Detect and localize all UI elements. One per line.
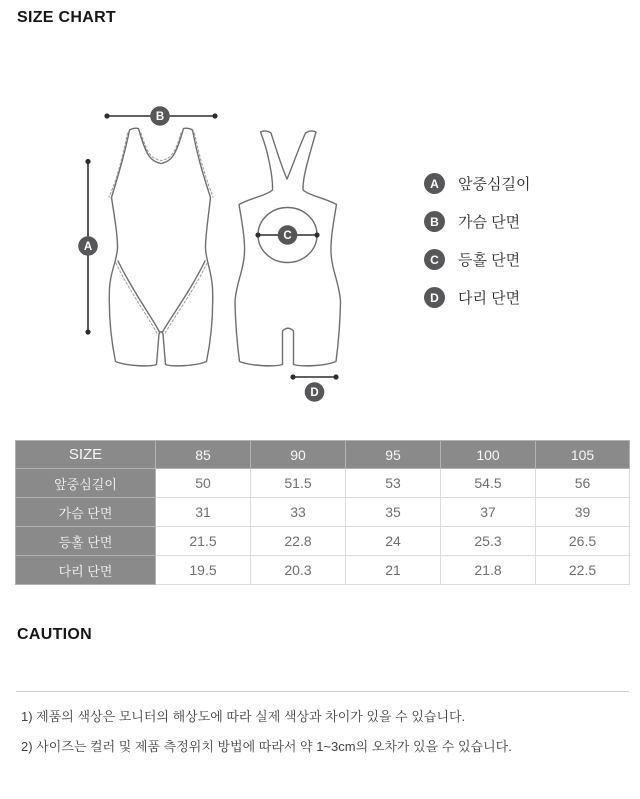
measure-b-letter: B	[155, 111, 165, 124]
table-row	[16, 556, 630, 585]
caution-divider	[16, 691, 629, 692]
table-cell: 37	[441, 498, 536, 527]
legend-d-badge-icon: D	[424, 287, 445, 308]
measure-a-letter: A	[83, 241, 93, 254]
table-cell: 54.5	[441, 469, 536, 498]
swimsuit-measurement-diagram	[0, 90, 440, 410]
table-cell: 50	[156, 469, 251, 498]
table-cell: 26.5	[536, 527, 630, 556]
legend-item-c	[424, 249, 530, 270]
caution-title: CAUTION	[17, 626, 92, 643]
table-cell: 21.8	[441, 556, 536, 585]
row-label: 다리 단면	[16, 556, 156, 585]
swimsuit-front-outline	[109, 128, 212, 366]
table-row	[16, 498, 630, 527]
legend-item-b	[424, 211, 530, 232]
size-table-header-105: 105	[536, 441, 630, 469]
size-table-header-row	[16, 441, 630, 469]
caution-note-1: 1) 제품의 색상은 모니터의 해상도에 따라 실제 색상과 차이가 있을 수 있습니다.	[21, 709, 466, 724]
size-table-header-85: 85	[156, 441, 251, 469]
legend-d-label: 다리 단면	[458, 290, 521, 307]
legend-item-d	[424, 287, 530, 308]
table-cell: 22.8	[251, 527, 346, 556]
legend-b-badge-icon: B	[424, 211, 445, 232]
table-cell: 22.5	[536, 556, 630, 585]
legend-a-label: 앞중심길이	[458, 176, 531, 193]
size-table	[15, 440, 630, 585]
table-row	[16, 469, 630, 498]
table-cell: 24	[346, 527, 441, 556]
legend-c-badge-icon: C	[424, 249, 445, 270]
swimsuit-back-outline	[235, 131, 341, 366]
size-table-header-95: 95	[346, 441, 441, 469]
table-cell: 51.5	[251, 469, 346, 498]
table-cell: 33	[251, 498, 346, 527]
table-cell: 31	[156, 498, 251, 527]
legend-b-label: 가슴 단면	[458, 214, 521, 231]
table-cell: 39	[536, 498, 630, 527]
legend-a-badge-icon: A	[424, 173, 445, 194]
measure-c-letter: C	[283, 230, 292, 243]
measure-d-letter: D	[310, 387, 319, 400]
table-row	[16, 527, 630, 556]
size-chart-title: SIZE CHART	[17, 9, 116, 26]
row-label: 가슴 단면	[16, 498, 156, 527]
legend-item-a	[424, 173, 530, 194]
measurement-legend	[424, 173, 530, 308]
size-table-header-size: SIZE	[16, 441, 156, 469]
size-table-header-90: 90	[251, 441, 346, 469]
table-cell: 21	[346, 556, 441, 585]
table-cell: 56	[536, 469, 630, 498]
table-cell: 25.3	[441, 527, 536, 556]
legend-c-label: 등홀 단면	[458, 252, 521, 269]
table-cell: 21.5	[156, 527, 251, 556]
caution-notes	[21, 709, 512, 769]
row-label: 앞중심길이	[16, 469, 156, 498]
row-label: 등홀 단면	[16, 527, 156, 556]
table-cell: 19.5	[156, 556, 251, 585]
table-cell: 35	[346, 498, 441, 527]
caution-note-2: 2) 사이즈는 컬러 및 제품 측정위치 방법에 따라서 약 1~3cm의 오차가 있을 수 있습니다.	[21, 739, 512, 754]
table-cell: 53	[346, 469, 441, 498]
size-table-header-100: 100	[441, 441, 536, 469]
table-cell: 20.3	[251, 556, 346, 585]
